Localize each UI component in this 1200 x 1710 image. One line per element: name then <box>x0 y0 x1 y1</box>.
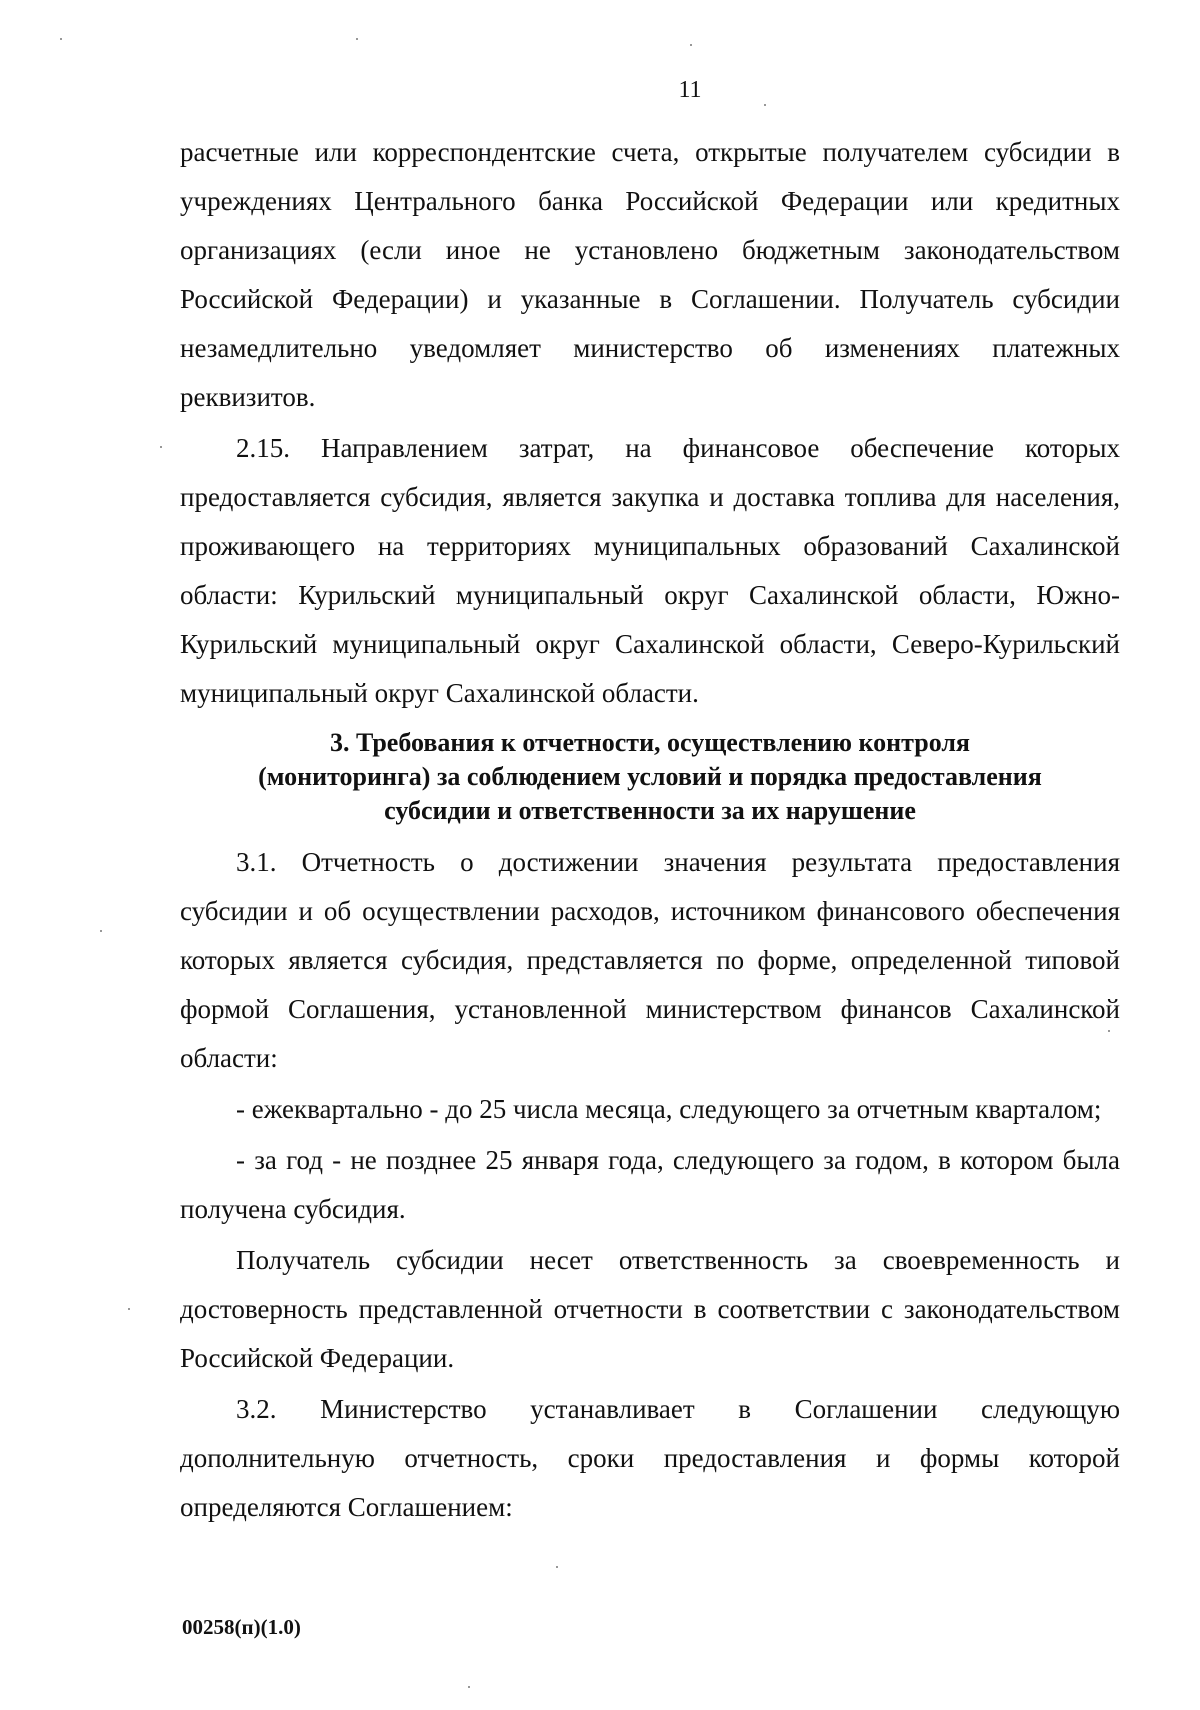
section-3-heading-line-2: (мониторинга) за соблюдением условий и порядка предоставления <box>258 762 1042 791</box>
page-number-text: 11 <box>678 77 702 103</box>
document-body <box>180 128 1120 1534</box>
scan-speck <box>160 446 162 448</box>
paragraph-3-1: 3.1. Отчетность о достижении значения результата предоставления субсидии и об осуществлении расходов, источником финансового обеспечения которых является субсидия, представляется по форме, определенной типовой формой Соглашения, установленной министерством финансов Сахалинской области: <box>180 847 1120 1073</box>
scan-speck <box>764 104 766 106</box>
section-3-heading-line-3: субсидии и ответственности за их нарушение <box>384 796 916 825</box>
list-item-quarterly: - ежеквартально - до 25 числа месяца, следующего за отчетным кварталом; <box>236 1094 1102 1124</box>
scan-speck <box>556 1566 558 1568</box>
scan-speck <box>100 930 102 932</box>
paragraph-responsibility: Получатель субсидии несет ответственность за своевременность и достоверность представленной отчетности в соответствии с законодательством Российской Федерации. <box>180 1245 1120 1373</box>
scan-speck <box>690 44 692 46</box>
paragraph-3-2: 3.2. Министерство устанавливает в Соглашении следующую дополнительную отчетность, сроки предоставления и формы которой определяются Соглашением: <box>180 1394 1120 1522</box>
list-item-yearly: - за год - не позднее 25 января года, следующего за годом, в котором была получена субсидия. <box>180 1145 1120 1224</box>
paragraph-account-details: расчетные или корреспондентские счета, открытые получателем субсидии в учреждениях Центрального банка Российской Федерации или кредитных организациях (если иное не установлено бюджетным законодательством Российской Федерации) и указанные в Соглашении. Получатель субсидии незамедлительно уведомляет министерство об изменениях платежных реквизитов. <box>180 137 1120 412</box>
scan-speck <box>468 1686 470 1688</box>
document-code: 00258(п)(1.0) <box>182 1615 301 1639</box>
page-number <box>0 76 1200 104</box>
section-3-heading-line-1: 3. Требования к отчетности, осуществлению контроля <box>329 728 971 757</box>
scan-speck <box>128 1308 130 1310</box>
scan-speck <box>1108 1030 1110 1032</box>
section-3-heading <box>180 726 1120 828</box>
scan-speck <box>60 38 62 40</box>
paragraph-2-15: 2.15. Направлением затрат, на финансовое обеспечение которых предоставляется субсидия, является закупка и доставка топлива для населения, проживающего на территориях муниципальных образований Сахалинской области: Курильский муниципальный округ Сахалинской области, Южно-Курильский муниципальный округ Сахалинской области, Северо-Курильский муниципальный округ Сахалинской области. <box>180 433 1120 708</box>
scan-speck <box>356 38 358 40</box>
